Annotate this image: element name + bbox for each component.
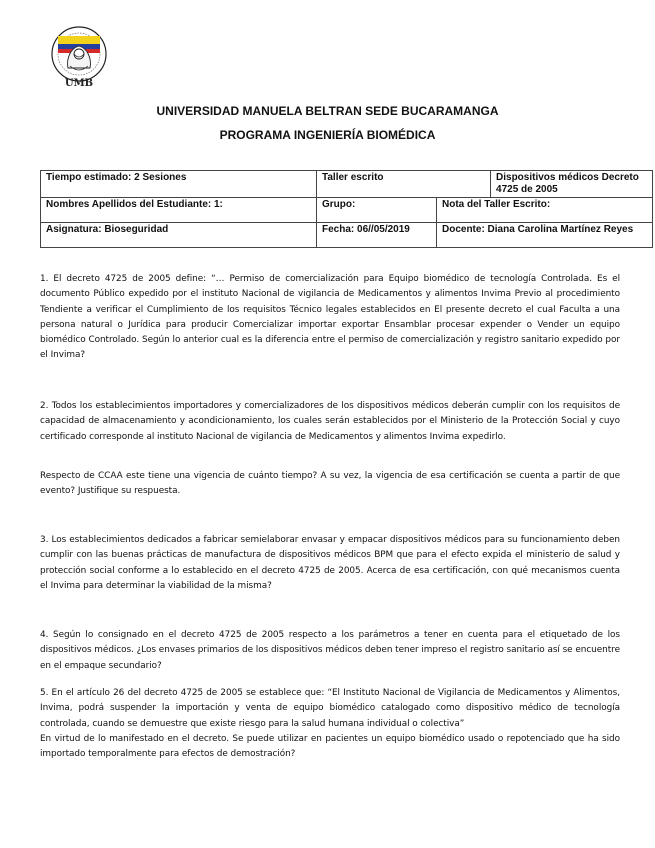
- teacher-cell: Docente: Diana Carolina Martínez Reyes: [437, 223, 653, 248]
- question-3-text: 3. Los establecimientos dedicados a fabricar semielaborar envasar y empacar dispositivos médicos para su funcionamiento deben cumplir con las buenas prácticas de manufactura de dispositivos médicos BPM que para el efecto expida el ministerio de salud y protección social conforme a lo establecido en el decreto 4725 de 2005. Acerca de esa certificación, con qué mecanismos cuenta el Invima para determinar la viabilidad de la misma?: [40, 535, 620, 591]
- program-title: PROGRAMA INGENIERÍA BIOMÉDICA: [219, 128, 436, 142]
- question-5-statement: 5. En el artículo 26 del decreto 4725 de 2005 se establece que: “El Instituto Nacional de Vigilancia de Medicamentos y Alimentos, Invima, podrá suspender la importación y venta de equipo biomédico catalogado como dispositivo médico de tecnología controlada, cuando se demuestre que existe riesgo para la salud humana individual o colectiva”: [40, 688, 620, 729]
- question-3: [40, 533, 620, 594]
- student-name-cell: Nombres Apellidos del Estudiante: 1:: [41, 198, 317, 223]
- topic-cell: Dispositivos médicos Decreto 4725 de 2005: [491, 171, 653, 198]
- question-2-text: 2. Todos los establecimientos importadores y comercializadores de los dispositivos médicos deberán cumplir con los requisitos de capacidad de almacenamiento y acondicionamiento, los cuales serán establecidos por el Ministerio de la Protección Social y cuyo certificado corresponde al instituto Nacional de vigilancia de Medicamentos y alimentos Invima expedirlo.: [40, 401, 620, 442]
- grade-cell: Nota del Taller Escrito:: [437, 198, 653, 223]
- table-row: [41, 198, 653, 223]
- umb-seal-icon: [48, 24, 110, 92]
- date-cell: Fecha: 06//05/2019: [317, 223, 437, 248]
- workshop-type-cell: Taller escrito: [317, 171, 491, 198]
- question-1: [40, 272, 620, 364]
- question-4-text: 4. Según lo consignado en el decreto 4725 de 2005 respecto a los parámetros a tener en cuenta para el etiquetado de los dispositivos médicos. ¿Los envases primarios de los dispositivos médicos deben tener impreso el registro sanitario así se encuentre en el empaque secundario?: [40, 630, 620, 671]
- university-seal-logo: [48, 24, 110, 92]
- question-4: [40, 628, 620, 674]
- question-5: [40, 686, 620, 762]
- info-table: [40, 170, 653, 248]
- table-row: [41, 223, 653, 248]
- question-5-prompt: En virtud de lo manifestado en el decreto. Se puede utilizar en pacientes un equipo biomédico usado o repotenciado que ha sido importado temporalmente para efectos de demostración?: [40, 733, 620, 760]
- question-1-text: 1. El decreto 4725 de 2005 define: “… Permiso de comercialización para Equipo biomédico de tecnología Controlada. Es el documento Público expedido por el instituto Nacional de vigilancia de Medicamentos y alimentos Invima Previo al procedimiento Tendiente a verificar el Cumplimiento de los requisitos Técnico legales establecidos en El presente decreto el cual Faculta a una persona natural o Jurídica para producir Comercializar importar exportar Ensamblar procesar expender o Vender un equipo biomédico Controlado. Según lo anterior cual es la diferencia entre el permiso de comercialización y registro sanitario expedido por el Invima?: [40, 274, 620, 361]
- question-2: [40, 399, 620, 445]
- question-2-followup: [40, 469, 620, 500]
- group-cell: Grupo:: [317, 198, 437, 223]
- question-2-followup-text: Respecto de CCAA este tiene una vigencia de cuánto tiempo? A su vez, la vigencia de esa certificación se cuenta a partir de que evento? Justifique su respuesta.: [40, 471, 620, 497]
- table-row: [41, 171, 653, 198]
- subject-cell: Asignatura: Bioseguridad: [41, 223, 317, 248]
- estimated-time-cell: Tiempo estimado: 2 Sesiones: [41, 171, 317, 198]
- university-title: UNIVERSIDAD MANUELA BELTRAN SEDE BUCARAMANGA: [156, 104, 499, 118]
- svg-text:UMB: UMB: [64, 78, 94, 89]
